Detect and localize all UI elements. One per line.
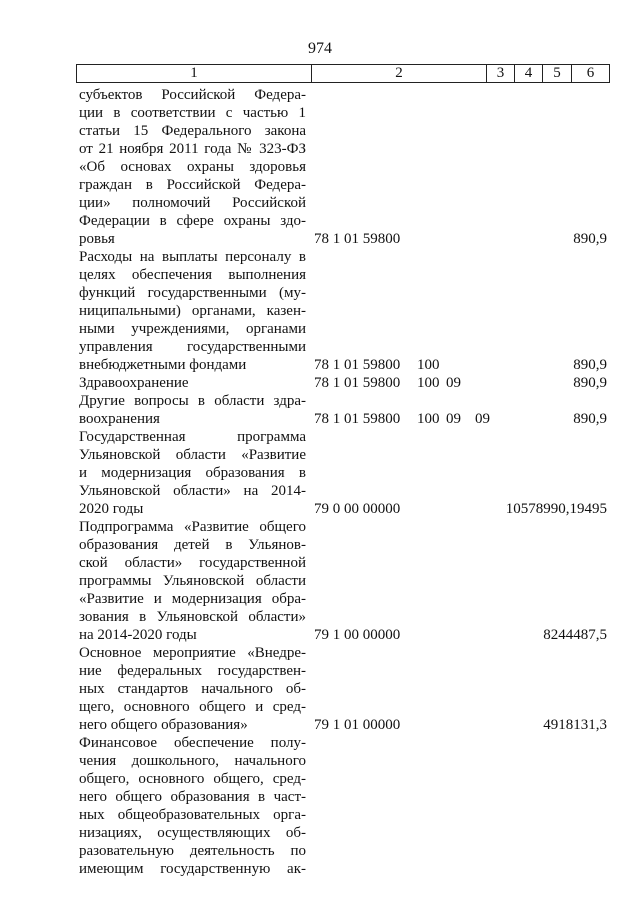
description-line: 2020 годы	[79, 501, 144, 517]
description-line: разовательную деятельность по	[79, 843, 306, 859]
description-line: Другие вопросы в области здра-	[79, 393, 306, 409]
row-code: 79 1 00 00000	[314, 627, 401, 643]
description-line: Государственная программа	[79, 429, 306, 445]
description-line: ции» полномочий Российской	[79, 195, 306, 211]
description-line: целях обеспечения выполнения	[79, 267, 306, 283]
description-line: «Об основах охраны здоровья	[79, 159, 306, 175]
description-line: ровья	[79, 231, 115, 247]
header-col-3: 3	[496, 65, 505, 81]
table-header-row	[76, 64, 610, 83]
row-description	[79, 734, 306, 878]
description-line: Подпрограмма «Развитие общего	[79, 519, 306, 535]
row-code: 79 1 01 00000	[314, 717, 401, 733]
description-line: ных общеобразовательных орга-	[79, 807, 306, 823]
description-line: на 2014-2020 годы	[79, 627, 197, 643]
header-col-6: 6	[586, 65, 595, 81]
description-line: него общего образования в част-	[79, 789, 306, 805]
description-line: Основное мероприятие «Внедре-	[79, 645, 306, 661]
row-col-4: 09	[446, 411, 461, 427]
row-amount: 8244487,5	[543, 627, 607, 643]
row-code: 79 0 00 00000	[314, 501, 401, 517]
description-line: воохранения	[79, 411, 160, 427]
description-line: функций государственными (му-	[79, 285, 306, 301]
page-number: 974	[308, 40, 332, 57]
description-line: программы Ульяновской области	[79, 573, 306, 589]
row-col-4: 09	[446, 375, 461, 391]
description-line: статьи 15 Федерального закона	[79, 123, 306, 139]
row-description	[79, 644, 306, 734]
row-amount: 4918131,3	[543, 717, 607, 733]
header-col-4: 4	[524, 65, 533, 81]
row-code: 78 1 01 59800	[314, 231, 401, 247]
row-col-3: 100	[417, 357, 440, 373]
description-line: ными учреждениями, органами	[79, 321, 306, 337]
description-line: низациях, осуществляющих об-	[79, 825, 306, 841]
row-description	[79, 428, 306, 518]
description-line: общего, основного общего, сред-	[79, 771, 306, 787]
row-code: 78 1 01 59800	[314, 411, 401, 427]
header-col-5: 5	[553, 65, 561, 81]
description-line: Ульяновской области «Развитие	[79, 447, 306, 463]
description-line: внебюджетными фондами	[79, 357, 247, 373]
description-line: ных стандартов начального об-	[79, 681, 306, 697]
row-description	[79, 248, 306, 374]
row-amount: 890,9	[573, 375, 607, 391]
row-amount: 890,9	[573, 357, 607, 373]
description-line: имеющим государственную ак-	[79, 861, 306, 877]
description-line: ской области» государственной	[79, 555, 306, 571]
description-line: образования детей в Ульянов-	[79, 537, 306, 553]
description-line: Федерации в сфере охраны здо-	[79, 213, 306, 229]
row-description	[79, 374, 306, 392]
description-line: субъектов Российской Федера-	[79, 87, 306, 103]
description-line: ние федеральных государствен-	[79, 663, 306, 679]
description-line: Ульяновской области» на 2014-	[79, 483, 306, 499]
row-amount: 10578990,19495	[505, 501, 607, 517]
description-line: щего, основного общего и сред-	[79, 699, 306, 715]
row-col-5: 09	[475, 411, 490, 427]
description-line: ции в соответствии с частью 1	[79, 105, 306, 121]
description-line: и модернизация образования в	[79, 465, 306, 481]
row-description	[79, 392, 306, 428]
header-col-1: 1	[190, 65, 198, 81]
header-col-2: 2	[395, 65, 403, 81]
row-amount: 890,9	[573, 231, 607, 247]
row-code: 78 1 01 59800	[314, 357, 401, 373]
description-line: управления государственными	[79, 339, 306, 355]
description-line: чения дошкольного, начального	[79, 753, 306, 769]
description-line: него общего образования»	[79, 717, 248, 733]
description-line: Расходы на выплаты персоналу в	[79, 249, 306, 265]
row-col-3: 100	[417, 411, 440, 427]
description-line: граждан в Российской Федера-	[79, 177, 306, 193]
row-description	[79, 86, 306, 248]
description-line: «Развитие и модернизация обра-	[79, 591, 306, 607]
description-line: Финансовое обеспечение полу-	[79, 735, 306, 751]
description-line: от 21 ноября 2011 года № 323-ФЗ	[79, 141, 306, 157]
description-line: Здравоохранение	[79, 375, 189, 391]
row-col-3: 100	[417, 375, 440, 391]
row-description	[79, 518, 306, 644]
description-line: зования в Ульяновской области»	[79, 609, 306, 625]
row-amount: 890,9	[573, 411, 607, 427]
row-code: 78 1 01 59800	[314, 375, 401, 391]
description-line: ниципальными) органами, казен-	[79, 303, 306, 319]
